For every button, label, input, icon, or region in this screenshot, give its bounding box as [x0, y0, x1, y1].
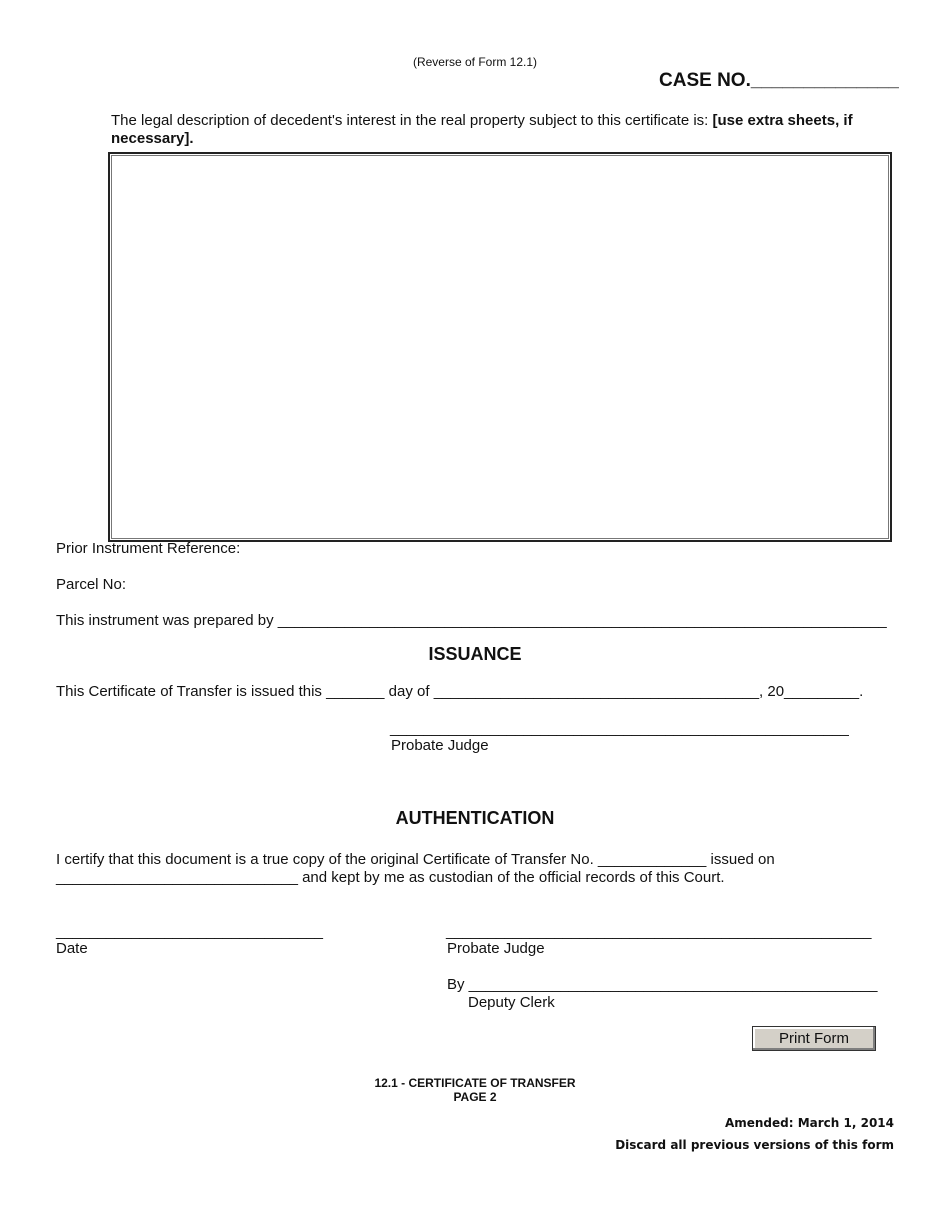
case-number: CASE NO.______________	[659, 70, 899, 91]
legal-description-input-box[interactable]	[108, 152, 892, 542]
discard-notice: Discard all previous versions of this form	[615, 1138, 894, 1152]
deputy-clerk-label: Deputy Clerk	[468, 994, 555, 1011]
legal-description-note: [use extra sheets, if necessary].	[111, 112, 853, 147]
authentication-line-1: I certify that this document is a true copy of the original Certificate of Transfer No. _____________ issued on	[56, 851, 775, 868]
authentication-probate-judge-label: Probate Judge	[447, 940, 545, 957]
prior-instrument-label: Prior Instrument Reference:	[56, 540, 241, 557]
authentication-line-2: _____________________________ and kept by me as custodian of the official records of this Court.	[56, 869, 725, 886]
reverse-note: (Reverse of Form 12.1)	[412, 55, 538, 69]
issuance-signature-line: _______________________________________________________	[390, 720, 849, 737]
judge-signature-line: ___________________________________________________	[446, 923, 872, 940]
date-label: Date	[56, 940, 88, 957]
date-signature-line: ________________________________	[56, 923, 323, 940]
issuance-probate-judge-label: Probate Judge	[391, 737, 489, 754]
form-title: 12.1 - CERTIFICATE OF TRANSFER	[374, 1076, 576, 1090]
deputy-clerk-signature-line: By _________________________________________________	[447, 976, 878, 993]
page-number: PAGE 2	[453, 1090, 497, 1104]
legal-description-text: The legal description of decedent's interest in the real property subject to this certificate is:	[111, 112, 713, 129]
issuance-heading: ISSUANCE	[428, 644, 522, 664]
authentication-heading: AUTHENTICATION	[395, 808, 555, 828]
legal-description-label	[111, 112, 891, 148]
issuance-line: This Certificate of Transfer is issued this _______ day of _______________________________________, 20_________.	[56, 683, 864, 700]
print-form-button[interactable]: Print Form	[752, 1026, 876, 1051]
prepared-by-line: This instrument was prepared by _________________________________________________________________________	[56, 612, 887, 629]
parcel-no-label: Parcel No:	[56, 576, 127, 593]
amended-date: Amended: March 1, 2014	[724, 1116, 894, 1130]
